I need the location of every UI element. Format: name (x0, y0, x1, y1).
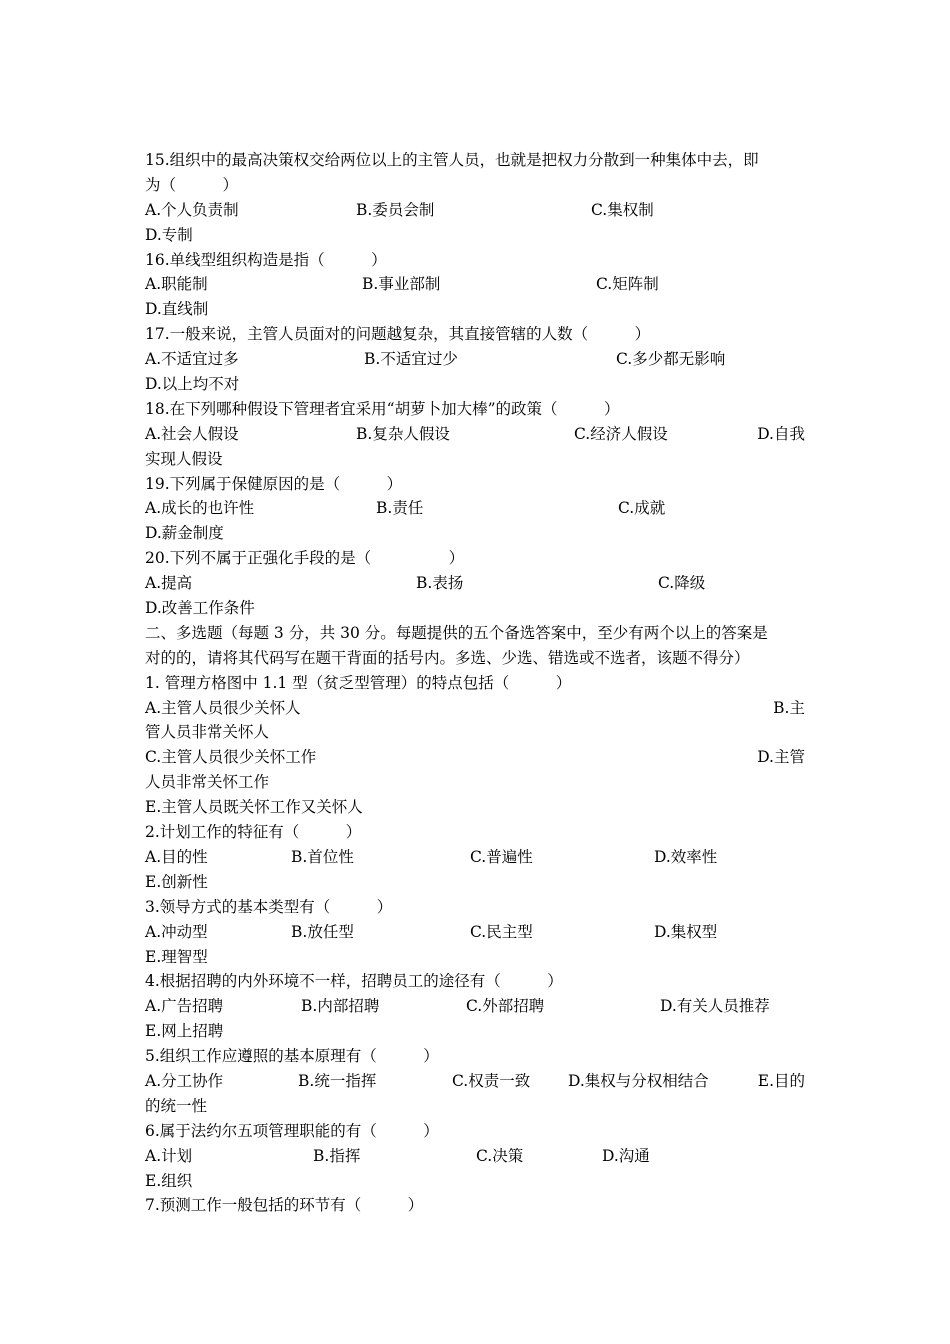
m1-option-b: B.主 (773, 698, 805, 717)
q19-option-d: D.薪金制度 (145, 524, 224, 543)
q19-option-a: A.成长的也许性 (145, 499, 255, 518)
m2-option-b: B.首位性 (291, 847, 354, 866)
m5-option-b: B.统一指挥 (298, 1071, 377, 1090)
m5-option-a: A.分工协作 (145, 1071, 224, 1090)
m5-stem: 5.组织工作应遵照的基本原理有（ ） (145, 1047, 439, 1066)
q16-option-c: C.矩阵制 (596, 275, 659, 294)
m4-stem: 4.根据招聘的内外环境不一样，招聘员工的途径有（ ） (145, 972, 563, 991)
document-page (145, 148, 807, 1218)
section-2-heading-line1: 二、多选题（每题 3 分，共 30 分。每题提供的五个备选答案中，至少有两个以上的答案是 (145, 623, 768, 642)
q19-option-c: C.成就 (618, 499, 666, 518)
q15-option-c: C.集权制 (591, 200, 654, 219)
q20-option-d: D.改善工作条件 (145, 599, 255, 618)
m4-option-e-line (145, 1019, 807, 1044)
q17-option-a: A.不适宜过多 (145, 350, 239, 369)
m5-option-d: D.集权与分权相结合 (568, 1071, 709, 1090)
m1-option-c: C.主管人员很少关怀工作 (145, 748, 317, 767)
q16-option-b: B.事业部制 (362, 275, 441, 294)
q20-option-b: B.表扬 (416, 574, 464, 593)
m1-option-d: D.主管 (757, 748, 805, 767)
m3-option-b: B.放任型 (291, 922, 354, 941)
q15-option-d: D.专制 (145, 225, 193, 244)
q18-options (145, 422, 807, 447)
m2-options (145, 845, 807, 870)
q15-option-b: B.委员会制 (356, 200, 435, 219)
q17-options (145, 347, 807, 372)
q17-stem: 17.一般来说，主管人员面对的问题越复杂，其直接管辖的人数（ ） (145, 325, 651, 344)
q15-option-a: A.个人负责制 (145, 200, 239, 219)
q17-option-c: C.多少都无影响 (616, 350, 726, 369)
m2-option-c: C.普遍性 (470, 847, 533, 866)
m4-option-e: E.网上招聘 (145, 1022, 224, 1041)
m1-option-e-line (145, 795, 807, 820)
m4-option-a: A.广告招聘 (145, 997, 224, 1016)
m5-option-e: E.目的 (757, 1071, 805, 1090)
m3-option-d: D.集权型 (654, 922, 718, 941)
m2-option-a: A.目的性 (145, 847, 208, 866)
m5-option-c: C.权责一致 (452, 1071, 531, 1090)
m3-option-e: E.理智型 (145, 947, 208, 966)
q20-option-d-line (145, 596, 807, 621)
q17-option-d-line (145, 372, 807, 397)
m5-options (145, 1069, 807, 1094)
m4-option-c: C.外部招聘 (466, 997, 545, 1016)
m1-options-ab (145, 696, 807, 721)
q17-option-d: D.以上均不对 (145, 375, 240, 394)
m1-options-cd (145, 745, 807, 770)
m2-stem: 2.计划工作的特征有（ ） (145, 823, 362, 842)
q15-stem-line2: 为（ ） (145, 175, 239, 194)
q15-options (145, 198, 807, 223)
q19-options (145, 496, 807, 521)
m1-option-b-cont: 管人员非常关怀人 (145, 723, 270, 742)
q16-option-a: A.职能制 (145, 275, 208, 294)
m3-stem: 3.领导方式的基本类型有（ ） (145, 897, 393, 916)
m6-stem: 6.属于法约尔五项管理职能的有（ ） (145, 1121, 439, 1140)
q18-stem: 18.在下列哪种假设下管理者宜采用“胡萝卜加大棒”的政策（ ） (145, 399, 620, 418)
q16-option-d: D.直线制 (145, 300, 209, 319)
m3-options (145, 920, 807, 945)
m2-option-e-line (145, 870, 807, 895)
m6-option-c: C.决策 (476, 1146, 524, 1165)
q15-option-d-line (145, 223, 807, 248)
q19-option-b: B.责任 (376, 499, 424, 518)
q20-option-a: A.提高 (145, 574, 193, 593)
q20-stem: 20.下列不属于正强化手段的是（ ） (145, 549, 465, 568)
q17-option-b: B.不适宜过少 (364, 350, 458, 369)
m2-option-d: D.效率性 (654, 847, 718, 866)
m2-option-e: E.创新性 (145, 872, 208, 891)
q19-option-d-line (145, 521, 807, 546)
m4-option-b: B.内部招聘 (301, 997, 380, 1016)
m3-option-e-line (145, 945, 807, 970)
q18-option-a: A.社会人假设 (145, 424, 239, 443)
q18-option-d-cont: 实现人假设 (145, 449, 223, 468)
m3-option-c: C.民主型 (470, 922, 533, 941)
m6-option-a: A.计划 (145, 1146, 193, 1165)
q20-options (145, 571, 807, 596)
m1-option-d-cont: 人员非常关怀工作 (145, 773, 270, 792)
m7-stem: 7.预测工作一般包括的环节有（ ） (145, 1196, 424, 1215)
q20-option-c: C.降级 (658, 574, 706, 593)
q18-option-b: B.复杂人假设 (356, 424, 450, 443)
m4-option-d: D.有关人员推荐 (660, 997, 770, 1016)
m6-option-d: D.沟通 (602, 1146, 650, 1165)
m4-options (145, 994, 807, 1019)
m1-option-a: A.主管人员很少关怀人 (145, 698, 301, 717)
m3-option-a: A.冲动型 (145, 922, 208, 941)
m6-option-b: B.指挥 (313, 1146, 361, 1165)
q16-stem: 16.单线型组织构造是指（ ） (145, 250, 387, 269)
m1-stem: 1. 管理方格图中 1.1 型（贫乏型管理）的特点包括（ ） (145, 673, 572, 692)
m5-option-e-cont: 的统一性 (145, 1096, 208, 1115)
m6-options (145, 1144, 807, 1169)
m1-option-e: E.主管人员既关怀工作又关怀人 (145, 798, 363, 817)
m6-option-e-line (145, 1169, 807, 1194)
m6-option-e: E.组织 (145, 1171, 193, 1190)
section-2-heading-line2: 对的的，请将其代码写在题干背面的括号内。多选、少选、错选或不选者，该题不得分） (145, 648, 750, 667)
q18-option-d: D.自我 (757, 424, 805, 443)
q16-option-d-line (145, 297, 807, 322)
q16-options (145, 272, 807, 297)
q19-stem: 19.下列属于保健原因的是（ ） (145, 474, 403, 493)
q15-stem-line1: 15.组织中的最高决策权交给两位以上的主管人员，也就是把权力分散到一种集体中去，即 (145, 151, 759, 169)
q18-option-c: C.经济人假设 (574, 424, 668, 443)
